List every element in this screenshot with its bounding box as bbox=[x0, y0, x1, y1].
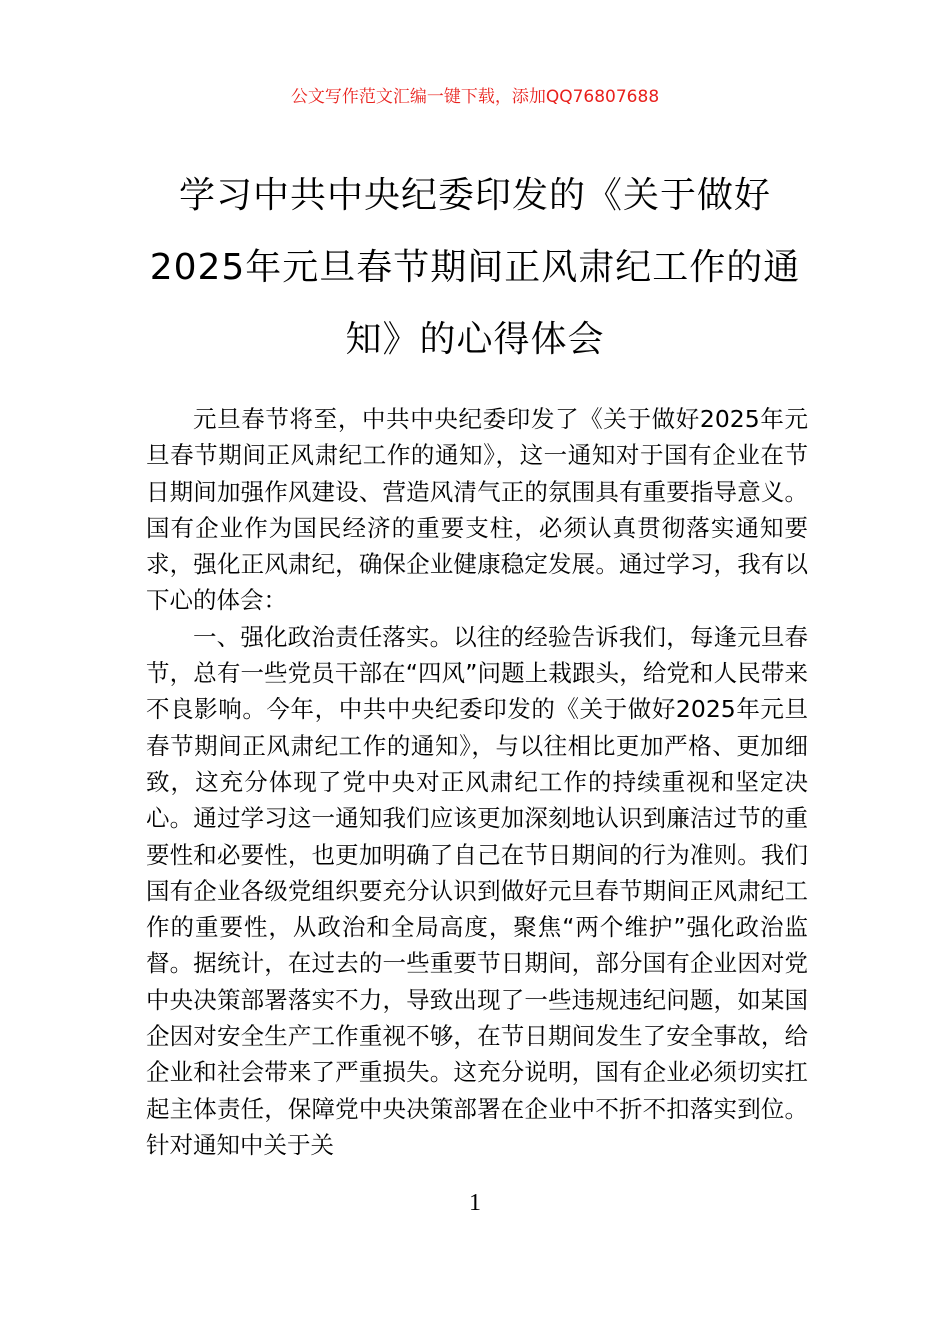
header-download-note: 公文写作范文汇编一键下载，添加QQ76807688 bbox=[290, 87, 660, 107]
paragraph-intro: 元旦春节将至，中共中央纪委印发了《关于做好2025年元旦春节期间正风肃纪工作的通知》，这一通知对于国有企业在节日期间加强作风建设、营造风清气正的氛围具有重要指导意义。国有企业作为国民经济的重要支柱，必须认真贯彻落实通知要求，强化正风肃纪，确保企业健康稳定发展。通过学习，我有以下心的体会： bbox=[146, 405, 808, 615]
page-number: 1 bbox=[469, 1190, 481, 1216]
paragraph-section-one: 一、强化政治责任落实。以往的经验告诉我们，每逢元旦春节，总有一些党员干部在“四风”问题上栽跟头，给党和人民带来不良影响。今年，中共中央纪委印发的《关于做好2025年元旦春节期间正风肃纪工作的通知》，与以往相比更加严格、更加细致，这充分体现了党中央对正风肃纪工作的持续重视和坚定决心。通过学习这一通知我们应该更加深刻地认识到廉洁过节的重要性和必要性，也更加明确了自己在节日期间的行为准则。我们国有企业各级党组织要充分认识到做好元旦春节期间正风肃纪工作的重要性，从政治和全局高度，聚焦“两个维护”强化政治监督。据统计，在过去的一些重要节日期间，部分国有企业因对党中央决策部署落实不力，导致出现了一些违规违纪问题，如某国企因对安全生产工作重视不够，在节日期间发生了安全事故，给企业和社会带来了严重损失。这充分说明，国有企业必须切实扛起主体责任，保障党中央决策部署在企业中不折不扣落实到位。针对通知中关于关 bbox=[146, 622, 808, 1159]
document-body bbox=[146, 401, 808, 1163]
document-title: 学习中共中央纪委印发的《关于做好2025年元旦春节期间正风肃纪工作的通知》的心得体会 bbox=[149, 175, 801, 360]
